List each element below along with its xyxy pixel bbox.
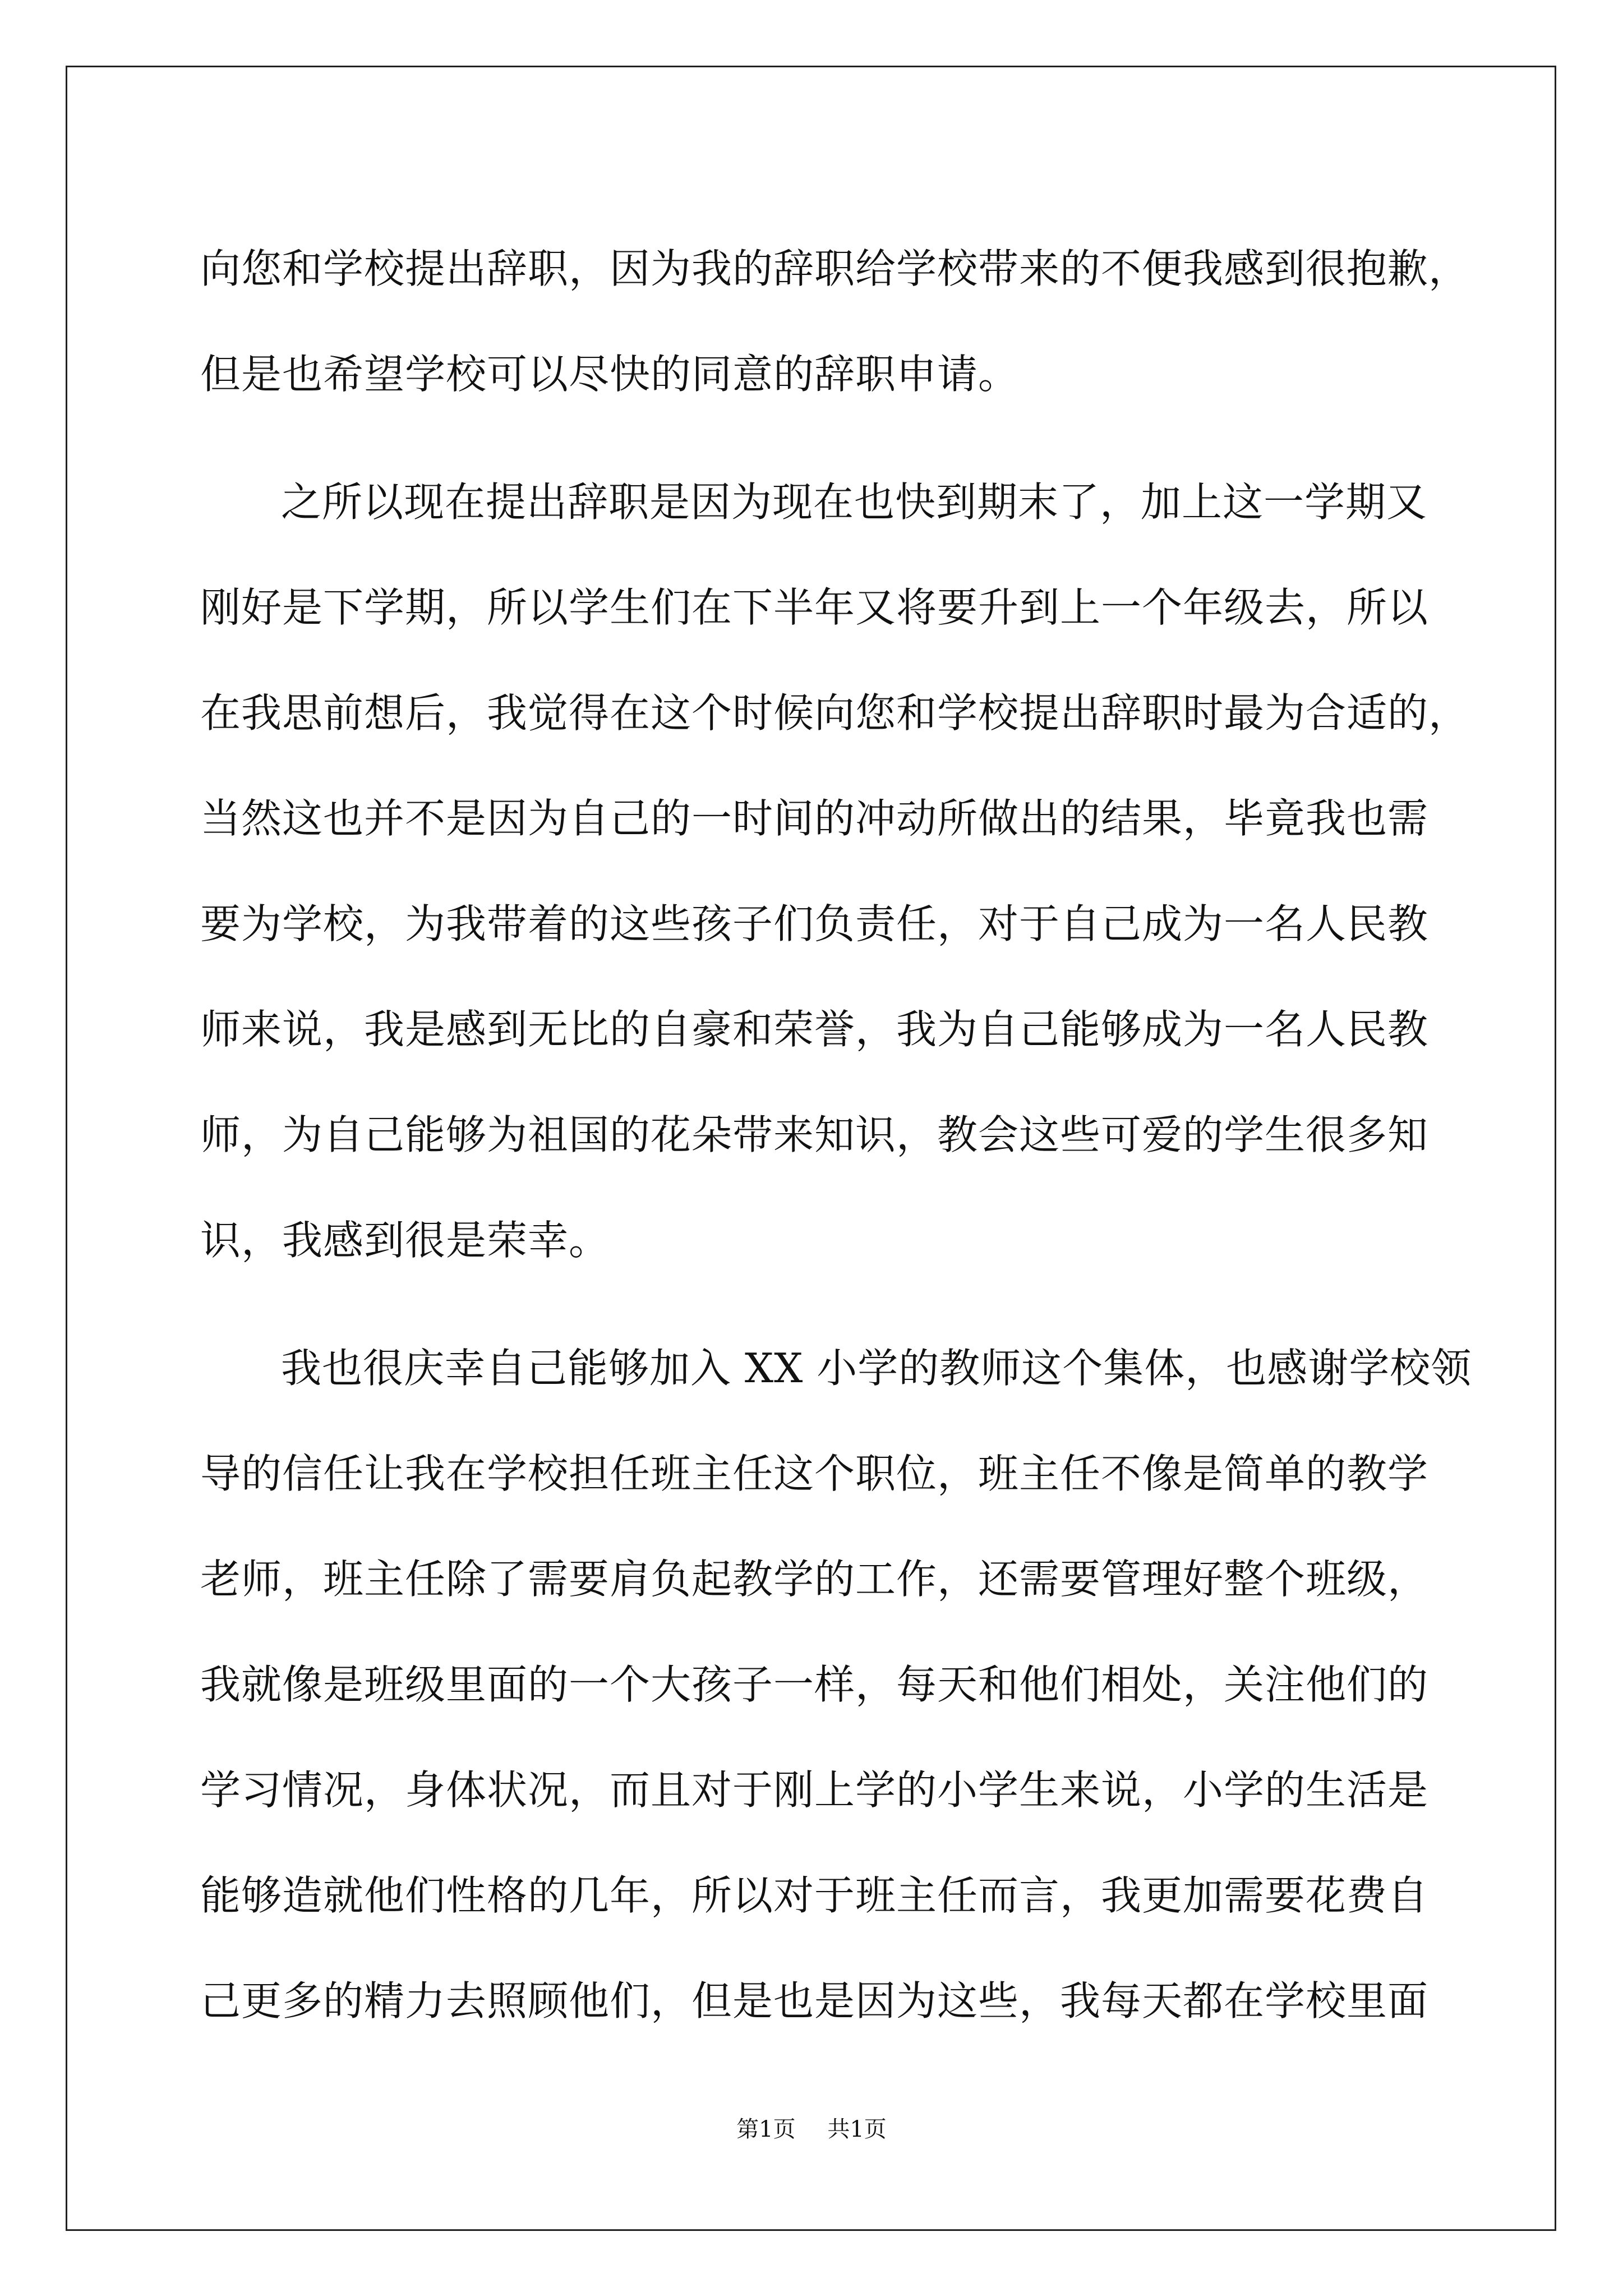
text-line: 但是也希望学校可以尽快的同意的辞职申请。 bbox=[200, 351, 1020, 398]
text-line: 识，我感到很是荣幸。 bbox=[200, 1217, 610, 1264]
document-body bbox=[200, 216, 1472, 2054]
text-line: 己更多的精力去照顾他们，但是也是因为这些，我每天都在学校里面 bbox=[200, 1977, 1429, 2024]
text-line: 我就像是班级里面的一个大孩子一样，每天和他们相处，关注他们的 bbox=[200, 1661, 1429, 1708]
text-line: 之所以现在提出辞职是因为现在也快到期末了，加上这一学期又 bbox=[281, 478, 1428, 526]
text-line: 当然这也并不是因为自己的一时间的冲动所做出的结果，毕竟我也需 bbox=[200, 795, 1429, 842]
text-line: 老师，班主任除了需要肩负起教学的工作，还需要管理好整个班级， bbox=[200, 1556, 1429, 1603]
paragraph bbox=[200, 216, 1470, 427]
paragraph bbox=[200, 1315, 1472, 2054]
text-line: 刚好是下学期，所以学生们在下半年又将要升到上一个年级去，所以 bbox=[200, 584, 1429, 631]
text-line: 学习情况，身体状况，而且对于刚上学的小学生来说，小学的生活是 bbox=[200, 1766, 1429, 1814]
text-line: 师，为自己能够为祖国的花朵带来知识，教会这些可爱的学生很多知 bbox=[200, 1111, 1429, 1158]
paragraph bbox=[200, 449, 1470, 1293]
text-line: 我也很庆幸自己能够加入 XX 小学的教师这个集体，也感谢学校领 bbox=[281, 1345, 1472, 1392]
text-line: 在我思前想后，我觉得在这个时候向您和学校提出辞职时最为合适的， bbox=[200, 689, 1470, 737]
text-line: 师来说，我是感到无比的自豪和荣誉，我为自己能够成为一名人民教 bbox=[200, 1006, 1429, 1053]
page-total: 共1页 bbox=[827, 2116, 887, 2142]
text-line: 导的信任让我在学校担任班主任这个职位，班主任不像是简单的教学 bbox=[200, 1450, 1429, 1497]
text-line: 能够造就他们性格的几年，所以对于班主任而言，我更加需要花费自 bbox=[200, 1872, 1429, 1919]
text-line: 要为学校，为我带着的这些孩子们负责任，对于自己成为一名人民教 bbox=[200, 900, 1429, 947]
text-line: 向您和学校提出辞职，因为我的辞职给学校带来的不便我感到很抱歉， bbox=[200, 245, 1470, 292]
page-number: 第1页 bbox=[736, 2116, 796, 2142]
page-footer bbox=[0, 2114, 1623, 2145]
